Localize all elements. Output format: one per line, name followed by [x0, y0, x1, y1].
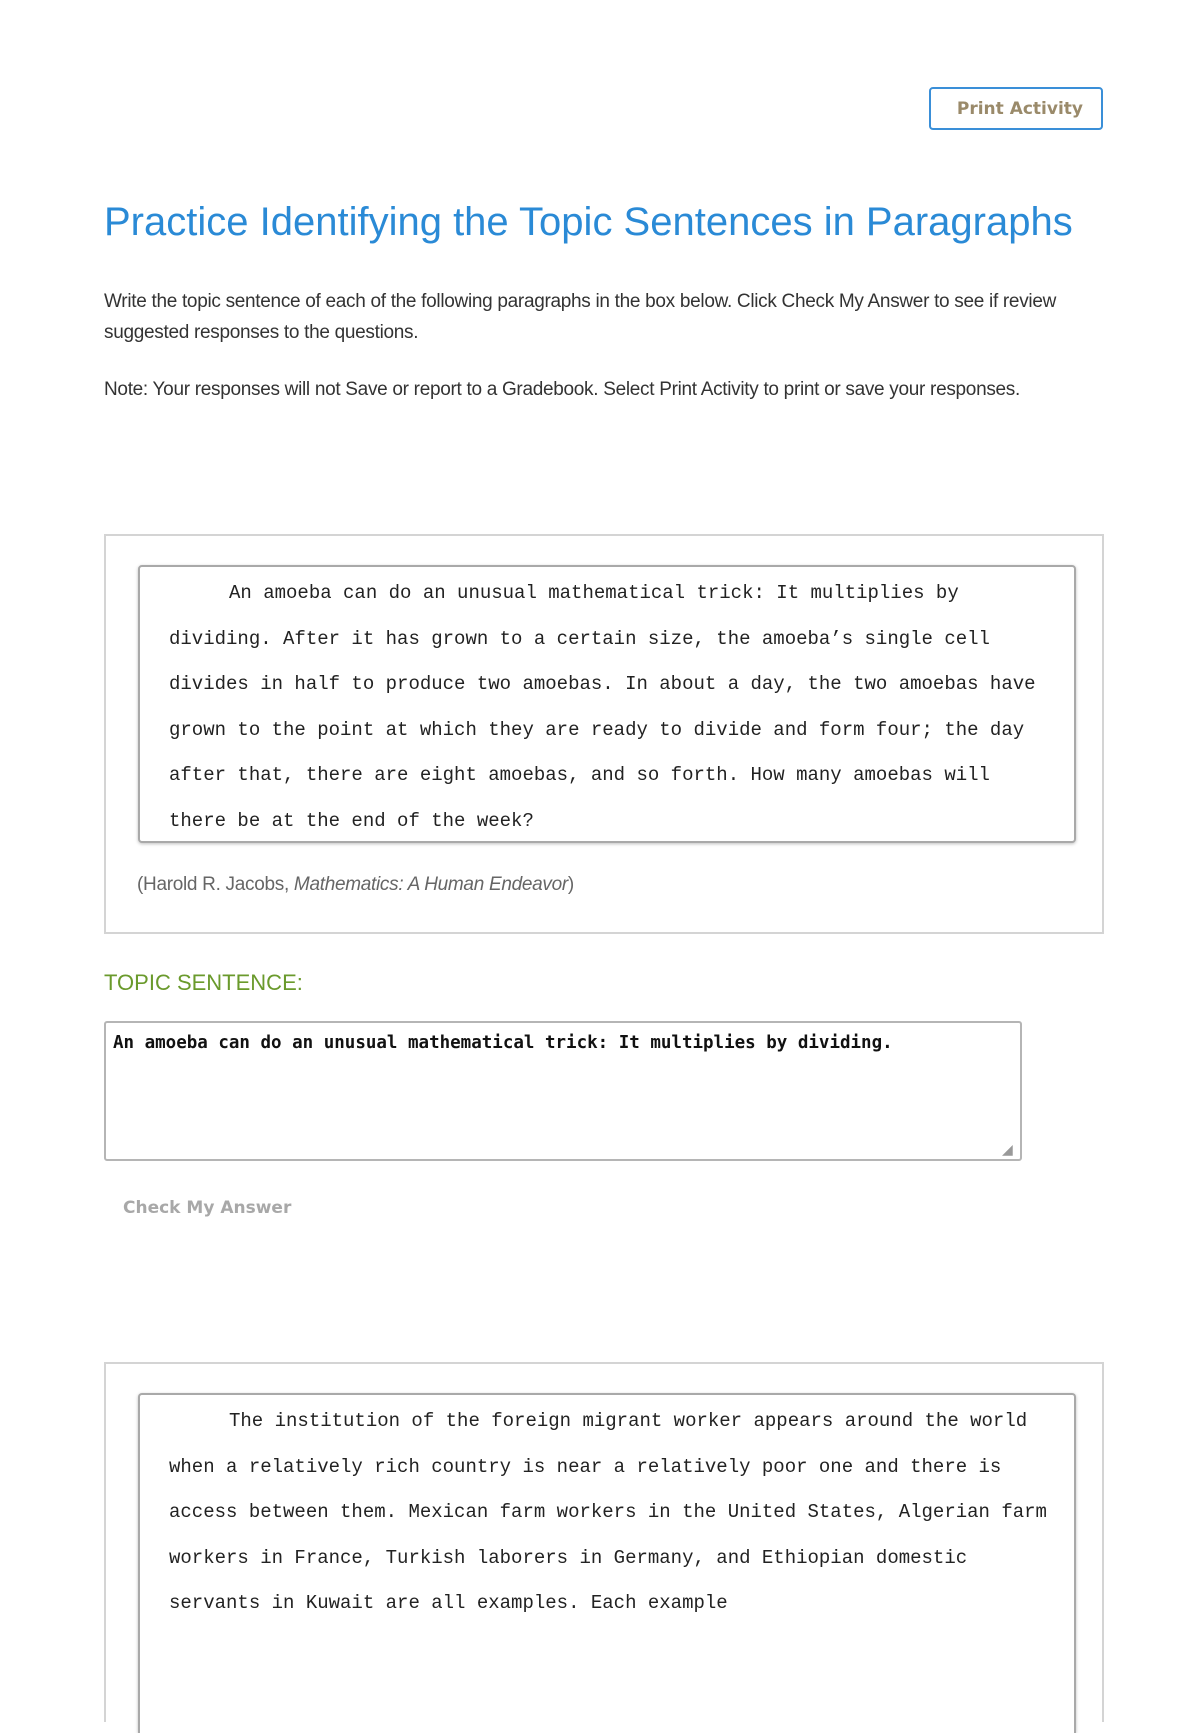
citation-close: ) — [567, 874, 574, 895]
topic-sentence-label: TOPIC SENTENCE: — [104, 970, 303, 995]
page-title: Practice Identifying the Topic Sentences in Paragraphs — [104, 200, 1073, 244]
paragraph-passage: The institution of the foreign migrant worker appears around the world when a relatively rich country is near a relatively poor one and there is access between them. Mexican farm workers in the United States, Algerian farm workers in France, Turkish laborers in Germany, and Ethiopian domestic servants in Kuwait are all examples. Each example — [138, 1393, 1076, 1733]
activity-card-1 — [104, 534, 1104, 934]
print-activity-button[interactable]: Print Activity — [929, 87, 1103, 130]
check-my-answer-button[interactable]: Check My Answer — [123, 1198, 292, 1218]
citation-title: Mathematics: A Human Endeavor — [293, 874, 568, 895]
citation-author: (Harold R. Jacobs, — [137, 874, 294, 895]
paragraph-passage: An amoeba can do an unusual mathematical trick: It multiplies by dividing. After it has grown to a certain size, the amoeba’s single cell divides in half to produce two amoebas. In about a day, the two amoebas have grown to the point at which they are ready to divide and form four; the day after that, there are eight amoebas, and so forth. How many amoebas will there be at the end of the week? — [138, 565, 1076, 843]
instructions-text: Write the topic sentence of each of the following paragraphs in the box below. Click Check My Answer to see if review suggested responses to the questions. — [104, 291, 1057, 343]
topic-sentence-input[interactable] — [104, 1021, 1022, 1161]
resize-grip-icon[interactable]: ◢ — [1002, 1141, 1013, 1157]
citation — [137, 874, 574, 896]
activity-card-2 — [104, 1362, 1104, 1722]
note-text: Note: Your responses will not Save or report to a Gradebook. Select Print Activity to print or save your responses. — [104, 379, 1020, 400]
